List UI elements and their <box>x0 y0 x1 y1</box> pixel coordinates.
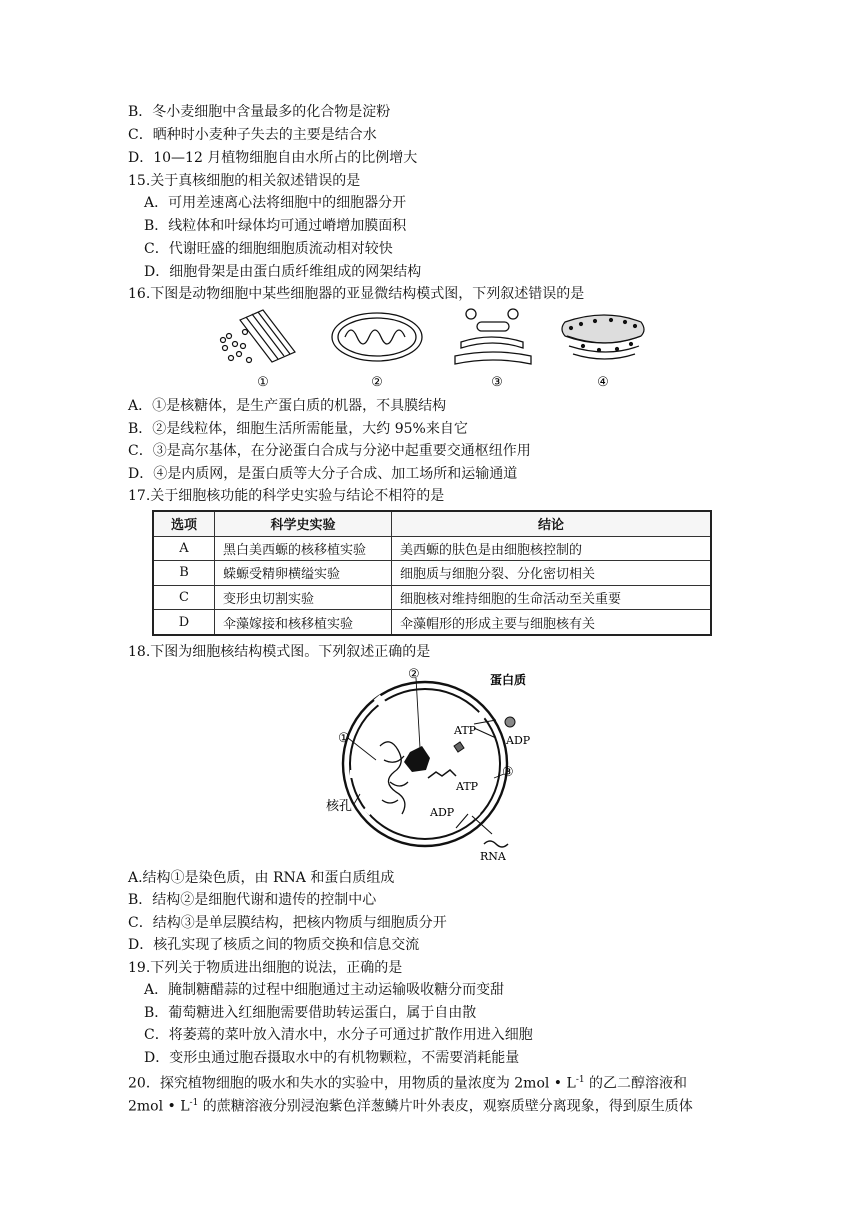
q15-option-d: D．细胞骨架是由蛋白质纤维组成的网架结构 <box>144 264 422 280</box>
q19-option-b: B．葡萄糖进入红细胞需要借助转运蛋白，属于自由散 <box>144 1005 477 1021</box>
chromatin-drawing <box>380 742 408 814</box>
q15-stem: 15.关于真核细胞的相关叙述错误的是 <box>128 173 361 189</box>
label-protein: 蛋白质 <box>490 673 527 687</box>
table-cell: C <box>153 585 215 610</box>
table-row <box>153 536 711 561</box>
organelle-ribosome-drawing <box>221 310 296 363</box>
table-cell: 变形虫切割实验 <box>215 585 392 610</box>
table-row <box>153 610 711 635</box>
q17-stem: 17.关于细胞核功能的科学史实验与结论不相符的是 <box>128 488 445 504</box>
label-atp-2: ATP <box>456 780 479 793</box>
organelle-golgi-drawing <box>455 309 531 364</box>
q17-table <box>152 510 712 636</box>
q20-line-2: 2mol • $L^{-1}$ 的蔗糖溶液分别浸泡紫色洋葱鳞片叶外表皮，观察质壁分离现象，得到原生质体 <box>128 1098 693 1115</box>
label-rna: RNA <box>480 850 506 863</box>
label-2: ② <box>371 375 383 390</box>
organelle-mitochondrion-drawing <box>332 313 422 361</box>
table-cell: D <box>153 610 215 635</box>
q18-option-a: A.结构①是染色质，由 RNA 和蛋白质组成 <box>128 870 395 886</box>
q20-line-1: 20．探究植物细胞的吸水和失水的实验中，用物质的量浓度为 2mol • $L^{-1}$ 的乙二醇溶液和 <box>128 1075 688 1092</box>
header-experiment: 科学史实验 <box>215 511 392 536</box>
q18-option-c: C．结构③是单层膜结构，把核内物质与细胞质分开 <box>128 915 447 931</box>
q16-stem: 16.下图是动物细胞中某些细胞器的亚显微结构模式图，下列叙述错误的是 <box>128 286 585 302</box>
label-adp-1: ADP <box>506 734 531 747</box>
table-cell: 蝾螈受精卵横缢实验 <box>215 561 392 586</box>
table-cell: A <box>153 536 215 561</box>
q15-option-b: B．线粒体和叶绿体均可通过嵴增加膜面积 <box>144 218 407 234</box>
q18-stem: 18.下图为细胞核结构模式图。下列叙述正确的是 <box>128 644 431 660</box>
table-row <box>153 585 711 610</box>
header-conclusion: 结论 <box>392 511 712 536</box>
q18-option-d: D．核孔实现了核质之间的物质交换和信息交流 <box>128 937 420 953</box>
q19-option-c: C．将萎蔫的菜叶放入清水中，水分子可通过扩散作用进入细胞 <box>144 1027 533 1043</box>
q16-option-b: B．②是线粒体，细胞生活所需能量，大约 95%来自它 <box>128 421 468 437</box>
table-cell: 美西螈的肤色是由细胞核控制的 <box>392 536 712 561</box>
q16-option-c: C．③是高尔基体，在分泌蛋白合成与分泌中起重要交通枢纽作用 <box>128 443 531 459</box>
q16-option-d: D．④是内质网，是蛋白质等大分子合成、加工场所和运输通道 <box>128 466 518 482</box>
q19-option-a: A．腌制糖醋蒜的过程中细胞通过主动运输吸收糖分而变甜 <box>144 982 505 998</box>
label-nuclear-pore: 核孔 <box>326 799 353 814</box>
q15-option-c: C．代谢旺盛的细胞细胞质流动相对较快 <box>144 241 393 257</box>
label-structure-2: ② <box>408 667 420 682</box>
nucleolus-drawing <box>404 746 430 772</box>
table-cell: 伞藻嫁接和核移植实验 <box>215 610 392 635</box>
q18-option-b: B．结构②是细胞代谢和遗传的控制中心 <box>128 892 377 908</box>
nucleus-figure <box>320 664 560 864</box>
q15-option-a: A．可用差速离心法将细胞中的细胞器分开 <box>144 195 407 211</box>
label-structure-1: ① <box>338 731 350 746</box>
q19-stem: 19.下列关于物质进出细胞的说法，正确的是 <box>128 960 403 976</box>
label-1: ① <box>257 375 269 390</box>
label-4: ④ <box>597 375 609 390</box>
table-row <box>153 561 711 586</box>
label-adp-2: ADP <box>430 806 455 819</box>
table-cell: B <box>153 561 215 586</box>
table-cell: 细胞核对维持细胞的生命活动至关重要 <box>392 585 712 610</box>
table-cell: 细胞质与细胞分裂、分化密切相关 <box>392 561 712 586</box>
header-option: 选项 <box>153 511 215 536</box>
q16-option-a: A．①是核糖体，是生产蛋白质的机器，不具膜结构 <box>128 398 447 414</box>
option-c-prev: C．晒种时小麦种子失去的主要是结合水 <box>128 127 377 143</box>
label-atp-1: ATP <box>454 724 477 737</box>
label-structure-3: ③ <box>502 765 514 780</box>
label-3: ③ <box>491 375 503 390</box>
option-b-prev: B．冬小麦细胞中含量最多的化合物是淀粉 <box>128 104 391 120</box>
option-d-prev: D．10—12 月植物细胞自由水所占的比例增大 <box>128 150 418 166</box>
organelle-figure <box>215 302 655 392</box>
q19-option-d: D．变形虫通过胞吞摄取水中的有机物颗粒，不需要消耗能量 <box>144 1050 520 1066</box>
table-cell: 黑白美西螈的核移植实验 <box>215 536 392 561</box>
table-cell: 伞藻帽形的形成主要与细胞核有关 <box>392 610 712 635</box>
organelle-er-drawing <box>562 315 644 359</box>
table-header-row <box>153 511 711 536</box>
